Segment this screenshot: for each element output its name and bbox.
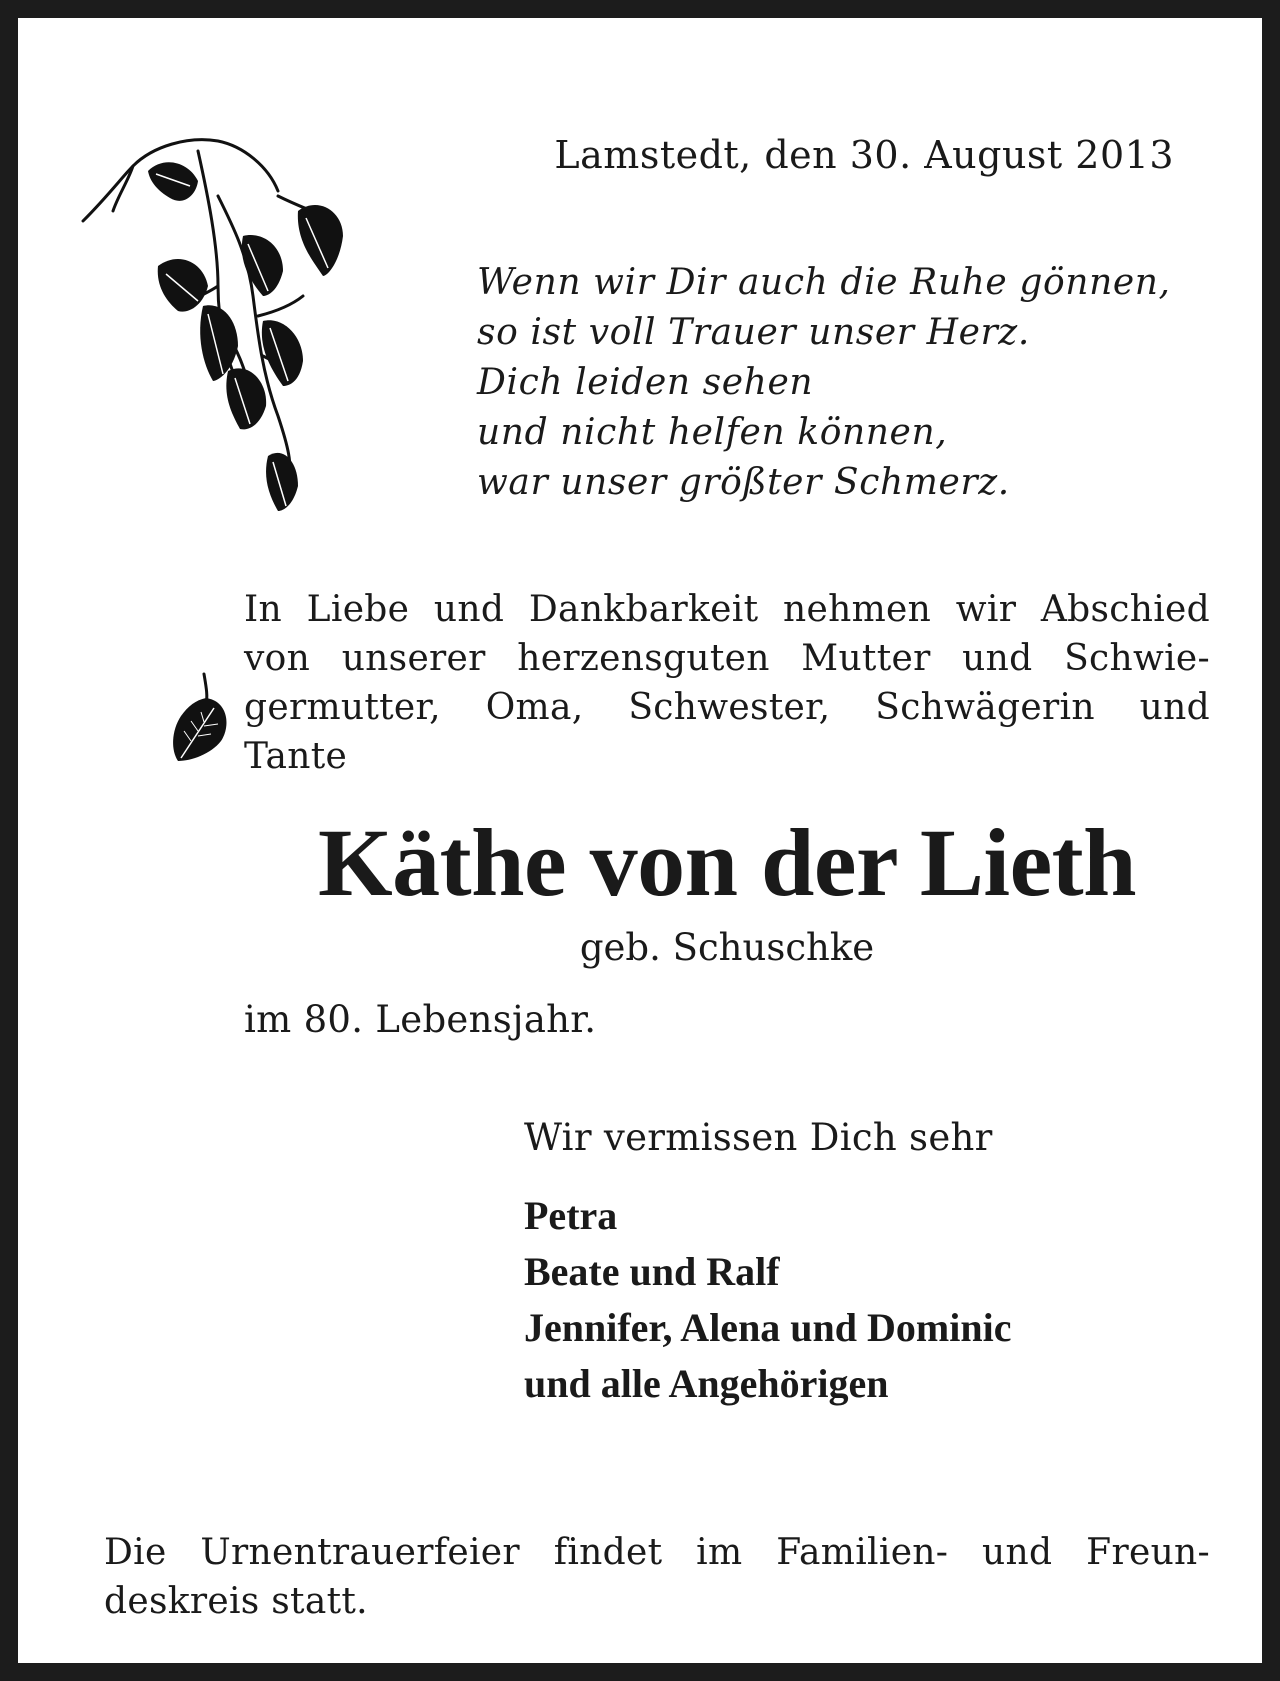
closing-line: Wir vermissen Dich sehr <box>524 1116 993 1159</box>
footer-note <box>104 1528 1210 1626</box>
poem <box>477 258 1171 508</box>
intro-line: Tante <box>244 736 348 777</box>
footer-line: Die Urnentrauerfeier findet im Familien- und Freun- <box>104 1532 1210 1573</box>
signer: Jennifer, Alena und Dominic <box>524 1305 1012 1350</box>
deceased-name: Käthe von der Lieth <box>317 809 1137 916</box>
signer: Petra <box>524 1193 618 1238</box>
poem-line: Dich leiden sehen <box>477 362 814 403</box>
signer: Beate und Ralf <box>524 1249 780 1294</box>
intro-line: von unserer herzensguten Mutter und Schwie- <box>244 638 1210 679</box>
leaf-icon <box>166 666 236 766</box>
poem-line: war unser größter Schmerz. <box>477 462 1010 503</box>
signers <box>524 1188 1011 1412</box>
poem-line: Wenn wir Dir auch die Ruhe gönnen, <box>477 262 1171 303</box>
intro-line: germutter, Oma, Schwester, Schwägerin und <box>244 687 1210 728</box>
footer-line: deskreis statt. <box>104 1581 368 1622</box>
date-line: Lamstedt, den 30. August 2013 <box>554 133 1174 177</box>
poem-line: so ist voll Trauer unser Herz. <box>477 312 1030 353</box>
birch-branch-icon <box>78 136 358 556</box>
intro-paragraph <box>244 585 1210 781</box>
signer: und alle Angehörigen <box>524 1361 889 1406</box>
birth-name: geb. Schuschke <box>579 926 875 969</box>
intro-line: In Liebe und Dankbarkeit nehmen wir Abschied <box>244 589 1210 630</box>
poem-line: und nicht helfen können, <box>477 412 948 453</box>
age-line: im 80. Lebensjahr. <box>244 998 597 1041</box>
